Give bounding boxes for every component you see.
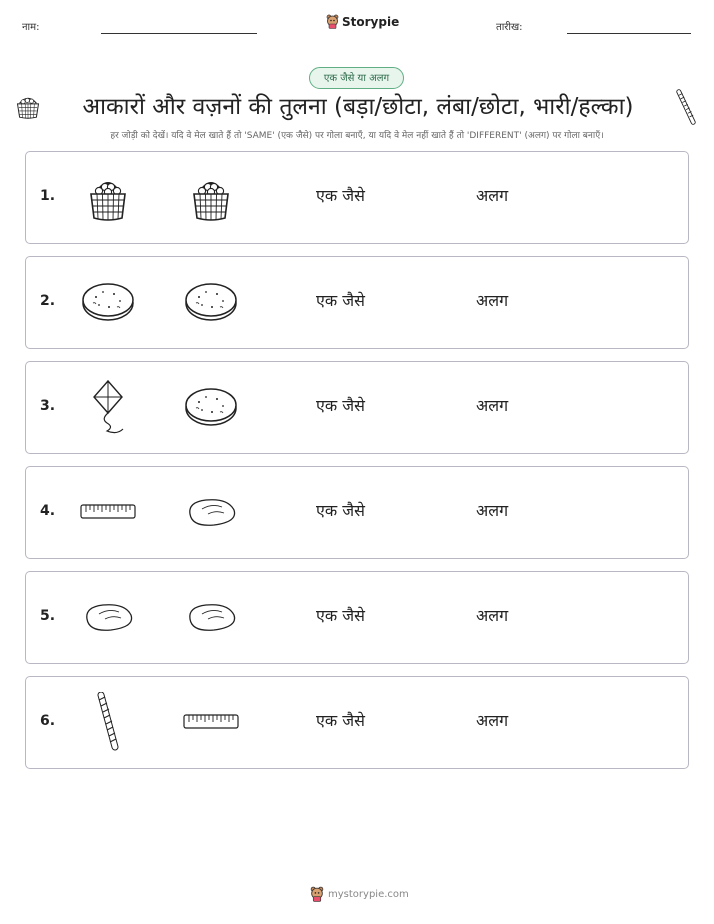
name-line[interactable] bbox=[101, 33, 257, 34]
right-picture bbox=[180, 169, 242, 225]
option-different[interactable]: अलग bbox=[476, 501, 509, 520]
option-different[interactable]: अलग bbox=[476, 186, 509, 205]
instructions: हर जोड़ी को देखें। यदि वे मेल खाते हैं तो 'SAME' (एक जैसे) पर गोला बनाएँ, या यदि वे मेल नहीं खाते हैं तो 'DIFFERENT' (अलग) पर गोला बनाएँ। bbox=[110, 131, 604, 141]
question-number: 1. bbox=[40, 188, 56, 204]
ruler-icon bbox=[183, 713, 239, 731]
question-row bbox=[25, 256, 689, 349]
mascot-icon bbox=[310, 886, 324, 902]
basket-icon bbox=[87, 171, 129, 223]
kite-icon bbox=[87, 379, 129, 435]
question-row bbox=[25, 466, 689, 559]
option-same[interactable]: एक जैसे bbox=[316, 711, 365, 730]
option-same[interactable]: एक जैसे bbox=[316, 186, 365, 205]
rope-icon bbox=[674, 89, 698, 125]
footer-site: mystorypie.com bbox=[328, 888, 409, 900]
question-number: 2. bbox=[40, 293, 56, 309]
storypie-logo bbox=[326, 14, 399, 29]
right-picture bbox=[180, 694, 242, 750]
option-same[interactable]: एक जैसे bbox=[316, 501, 365, 520]
option-same[interactable]: एक जैसे bbox=[316, 606, 365, 625]
footer bbox=[310, 886, 409, 902]
ruler-icon bbox=[80, 503, 136, 521]
question-row bbox=[25, 361, 689, 454]
question-number: 5. bbox=[40, 608, 56, 624]
date-line[interactable] bbox=[567, 33, 691, 34]
question-row bbox=[25, 676, 689, 769]
question-row bbox=[25, 151, 689, 244]
right-picture bbox=[180, 589, 242, 645]
question-row bbox=[25, 571, 689, 664]
left-picture bbox=[78, 274, 138, 330]
date-label: तारीख: bbox=[496, 22, 523, 33]
roti-icon bbox=[184, 386, 238, 428]
option-same[interactable]: एक जैसे bbox=[316, 396, 365, 415]
right-picture bbox=[180, 274, 242, 330]
page-title: आकारों और वज़नों की तुलना (बड़ा/छोटा, लंबा/छोटा, भारी/हल्का) bbox=[82, 94, 634, 120]
option-same[interactable]: एक जैसे bbox=[316, 291, 365, 310]
right-picture bbox=[180, 484, 242, 540]
pebble-icon bbox=[81, 601, 135, 633]
option-different[interactable]: अलग bbox=[476, 291, 509, 310]
basket-icon bbox=[190, 171, 232, 223]
option-different[interactable]: अलग bbox=[476, 606, 509, 625]
right-picture bbox=[180, 379, 242, 435]
left-picture bbox=[78, 589, 138, 645]
roti-icon bbox=[81, 281, 135, 323]
question-number: 6. bbox=[40, 713, 56, 729]
name-label: नाम: bbox=[22, 22, 40, 33]
brand-name: Storypie bbox=[342, 14, 400, 29]
left-picture bbox=[78, 169, 138, 225]
left-picture bbox=[78, 379, 138, 435]
topic-tag: एक जैसे या अलग bbox=[309, 67, 404, 89]
left-picture bbox=[78, 484, 138, 540]
rope-icon bbox=[93, 692, 123, 752]
question-number: 3. bbox=[40, 398, 56, 414]
basket-icon bbox=[14, 92, 42, 120]
mascot-icon bbox=[326, 14, 339, 29]
pebble-icon bbox=[184, 496, 238, 528]
option-different[interactable]: अलग bbox=[476, 711, 509, 730]
left-picture bbox=[78, 694, 138, 750]
option-different[interactable]: अलग bbox=[476, 396, 509, 415]
pebble-icon bbox=[184, 601, 238, 633]
question-number: 4. bbox=[40, 503, 56, 519]
roti-icon bbox=[184, 281, 238, 323]
